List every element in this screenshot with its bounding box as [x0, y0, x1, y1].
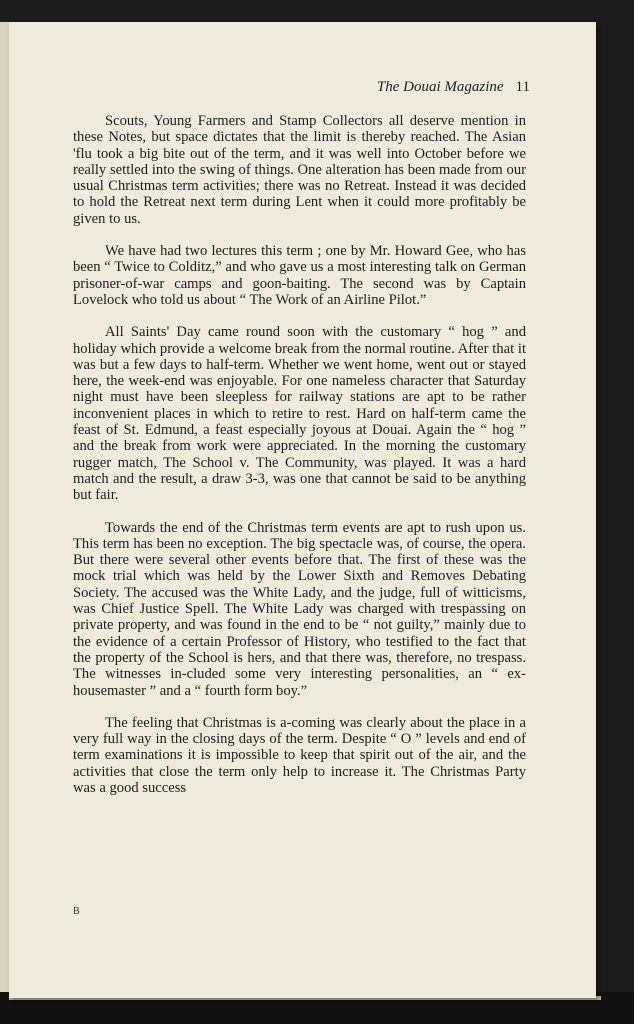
paragraph-lectures: We have had two lectures this term ; one by Mr. Howard Gee, who has been “ Twice to Colditz,” and who gave us a most interesting talk on German prisoner-of-war camps and goon-baiting. The second was by Captain Lovelock who told us about “ The Work of an Airline Pilot.” [73, 243, 526, 308]
signature-mark: B [73, 906, 81, 917]
book-spine-edge [0, 22, 9, 1000]
paragraph-christmas-events: Towards the end of the Christmas term events are apt to rush upon us. This term has been no exception. The big spectacle was, of course, the opera. But there were several other events before that. The first of these was the mock trial which was held by the Lower Sixth and Removes Debating Society. The accused was the White Lady, and the judge, full of witticisms, was Chief Justice Spell. The White Lady was charged with trespassing on private property, and was found in the end to be “ not guilty,” mainly due to the evidence of a certain Professor of History, who testified to the fact that the property of the School is hers, and that there was, therefore, no trespass. The witnesses in-cluded some very interesting personalities, an “ ex-housemaster ” and a “ fourth form boy.” [73, 519, 526, 699]
body-text [73, 113, 526, 796]
page-number: 11 [515, 79, 530, 95]
paragraph-clubs: Scouts, Young Farmers and Stamp Collectors all deserve mention in these Notes, but space dictates that the limit is thereby reached. The Asian 'flu took a big bite out of the term, and it was well into October before we really settled into the swing of things. One alteration has been made from our usual Christmas term activities; there was no Retreat. Instead it was decided to hold the Retreat next term during Lent when it could more profitably be given to us. [73, 113, 526, 227]
paragraph-christmas-feeling: The feeling that Christmas is a-coming was clearly about the place in a very full way in the closing days of the term. Despite “ O ” levels and end of term examinations it is impossible to keep that spirit out of the air, and the activities that close the term only help to increase it. The Christmas Party was a good success [73, 714, 526, 796]
paragraph-all-saints: All Saints' Day came round soon with the customary “ hog ” and holiday which provide a welcome break from the normal routine. After that it was but a few days to half-term. Whether we went home, went out or stayed here, the week-end was enjoyable. For one nameless character that Saturday night must have been sleepless for railway stations are apt to be rather inconvenient places in which to retire to rest. Hard on half-term came the feast of St. Edmund, a feast especially joyous at Douai. Again the “ hog ” and the break from work were appreciated. In the morning the customary rugger match, The School v. The Community, was played. It was a hard match and the result, a draw 3-3, was one that cannot be said to be anything but fair. [73, 324, 526, 504]
running-head [377, 79, 530, 96]
magazine-title: The Douai Magazine [376, 79, 504, 95]
